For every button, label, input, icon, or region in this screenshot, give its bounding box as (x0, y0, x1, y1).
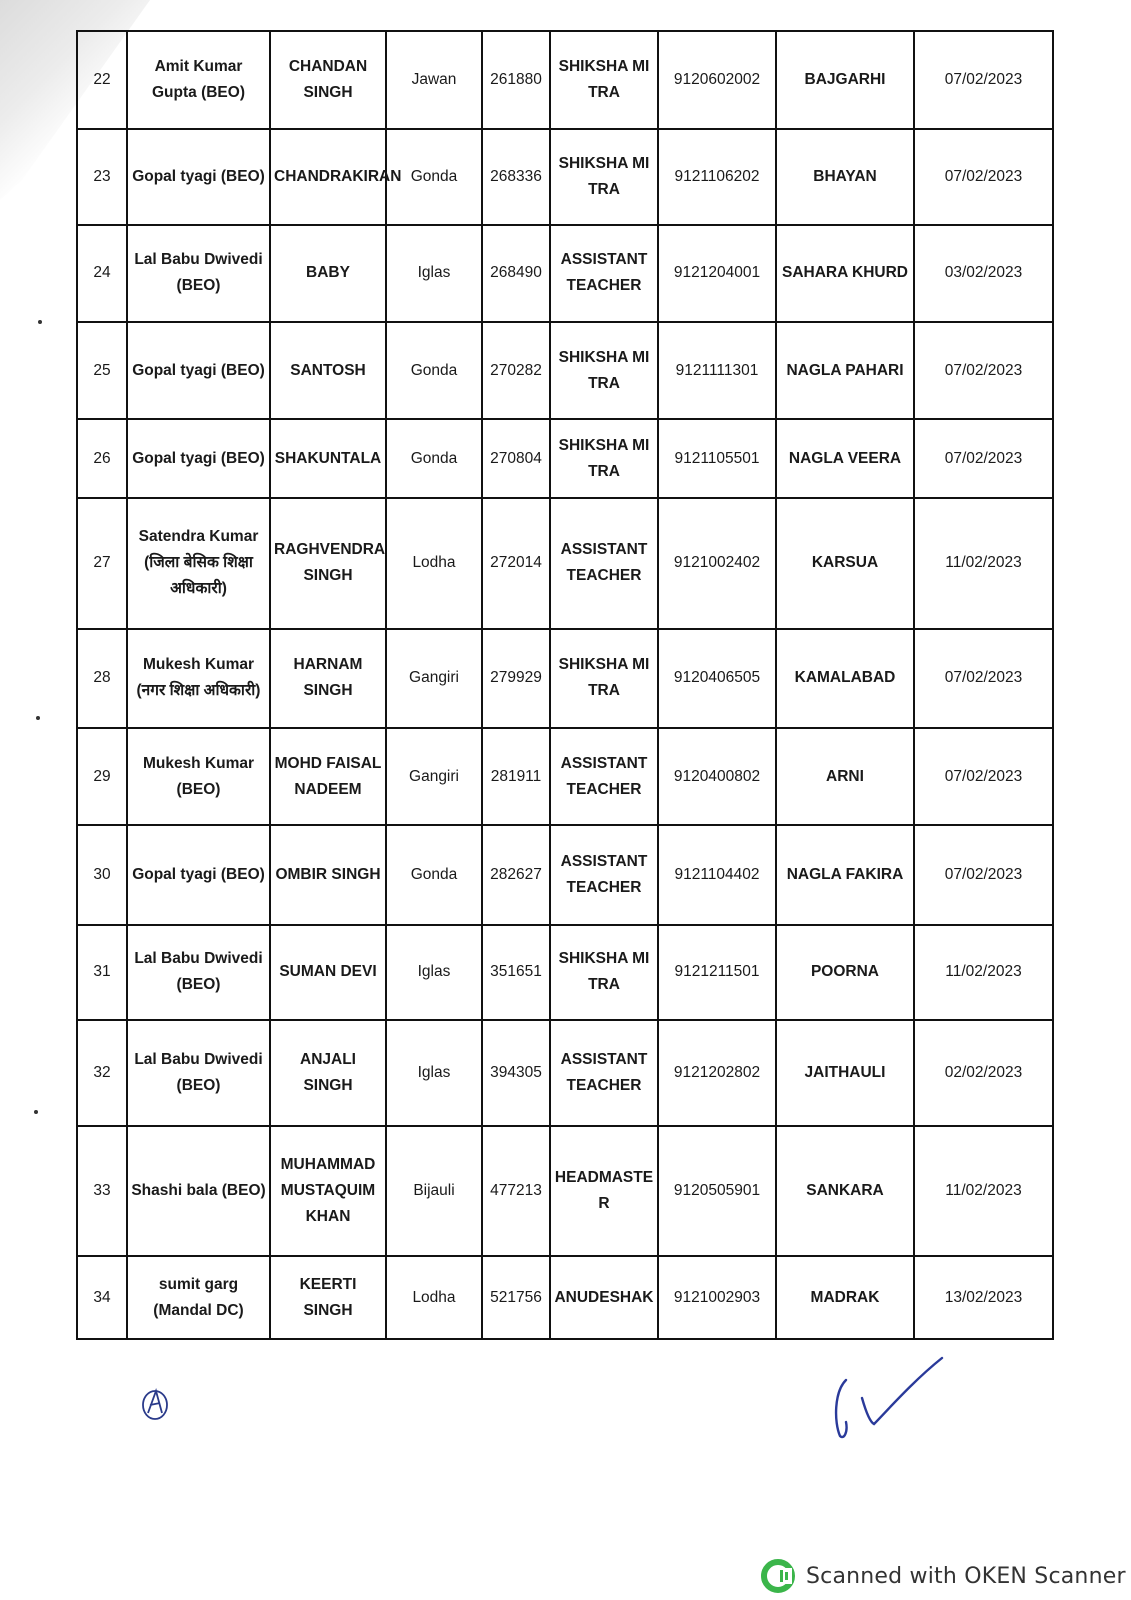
school-cell: KARSUA (776, 498, 914, 628)
block-cell: Gonda (386, 322, 482, 419)
officer-cell: Lal Babu Dwivedi (BEO) (127, 925, 270, 1020)
teacher-name-cell: SANTOSH (270, 322, 386, 419)
date-cell: 11/02/2023 (914, 925, 1053, 1020)
mobile-cell: 9120406505 (658, 629, 776, 728)
block-cell: Jawan (386, 31, 482, 129)
date-cell: 02/02/2023 (914, 1020, 1053, 1126)
officer-cell: Mukesh Kumar (BEO) (127, 728, 270, 825)
date-cell: 07/02/2023 (914, 322, 1053, 419)
scanner-text: Scanned with OKEN Scanner (806, 1563, 1126, 1589)
school-cell: NAGLA FAKIRA (776, 825, 914, 924)
officer-cell: sumit garg (Mandal DC) (127, 1256, 270, 1339)
table-row (77, 498, 1053, 628)
table-row (77, 129, 1053, 224)
block-cell: Gangiri (386, 728, 482, 825)
code-cell: 272014 (482, 498, 550, 628)
table-row (77, 1126, 1053, 1256)
table-row (77, 825, 1053, 924)
serial-number-cell: 28 (77, 629, 127, 728)
post-cell: ASSISTANT TEACHER (550, 498, 658, 628)
serial-number-cell: 26 (77, 419, 127, 498)
serial-number-cell: 29 (77, 728, 127, 825)
table-row (77, 925, 1053, 1020)
block-cell: Gonda (386, 129, 482, 224)
date-cell: 03/02/2023 (914, 225, 1053, 322)
school-cell: ARNI (776, 728, 914, 825)
serial-number-cell: 34 (77, 1256, 127, 1339)
teacher-name-cell: KEERTI SINGH (270, 1256, 386, 1339)
block-cell: Gangiri (386, 629, 482, 728)
teacher-name-cell: HARNAM SINGH (270, 629, 386, 728)
code-cell: 394305 (482, 1020, 550, 1126)
post-cell: SHIKSHA MITRA (550, 31, 658, 129)
date-cell: 13/02/2023 (914, 1256, 1053, 1339)
post-cell: SHIKSHA MITRA (550, 629, 658, 728)
post-cell: SHIKSHA MITRA (550, 322, 658, 419)
post-cell: HEADMASTER (550, 1126, 658, 1256)
post-cell: SHIKSHA MITRA (550, 925, 658, 1020)
table-row (77, 1020, 1053, 1126)
date-cell: 07/02/2023 (914, 825, 1053, 924)
officer-cell: Amit Kumar Gupta (BEO) (127, 31, 270, 129)
serial-number-cell: 25 (77, 322, 127, 419)
teacher-name-cell: SHAKUNTALA (270, 419, 386, 498)
mobile-cell: 9121104402 (658, 825, 776, 924)
teacher-name-cell: BABY (270, 225, 386, 322)
post-cell: ASSISTANT TEACHER (550, 825, 658, 924)
teacher-name-cell: RAGHVENDRA SINGH (270, 498, 386, 628)
records-table (76, 30, 1054, 1340)
teacher-name-cell: CHANDAN SINGH (270, 31, 386, 129)
code-cell: 521756 (482, 1256, 550, 1339)
block-cell: Iglas (386, 925, 482, 1020)
code-cell: 270282 (482, 322, 550, 419)
officer-cell: Lal Babu Dwivedi (BEO) (127, 1020, 270, 1126)
block-cell: Lodha (386, 498, 482, 628)
serial-number-cell: 31 (77, 925, 127, 1020)
post-cell: ASSISTANT TEACHER (550, 1020, 658, 1126)
scanner-watermark (760, 1556, 1126, 1596)
mobile-cell: 9121202802 (658, 1020, 776, 1126)
scan-speck (38, 320, 42, 324)
school-cell: KAMALABAD (776, 629, 914, 728)
teacher-name-cell: ANJALI SINGH (270, 1020, 386, 1126)
officer-cell: Gopal tyagi (BEO) (127, 419, 270, 498)
mobile-cell: 9121002402 (658, 498, 776, 628)
code-cell: 281911 (482, 728, 550, 825)
code-cell: 261880 (482, 31, 550, 129)
school-cell: BAJGARHI (776, 31, 914, 129)
table-row (77, 322, 1053, 419)
table-row (77, 225, 1053, 322)
mobile-cell: 9120602002 (658, 31, 776, 129)
school-cell: MADRAK (776, 1256, 914, 1339)
school-cell: POORNA (776, 925, 914, 1020)
post-cell: ASSISTANT TEACHER (550, 728, 658, 825)
teacher-name-cell: OMBIR SINGH (270, 825, 386, 924)
officer-cell: Satendra Kumar (जिला बेसिक शिक्षा अधिकारी) (127, 498, 270, 628)
table-row (77, 1256, 1053, 1339)
school-cell: BHAYAN (776, 129, 914, 224)
post-cell: SHIKSHA MITRA (550, 129, 658, 224)
code-cell: 279929 (482, 629, 550, 728)
block-cell: Iglas (386, 1020, 482, 1126)
mobile-cell: 9120505901 (658, 1126, 776, 1256)
officer-cell: Gopal tyagi (BEO) (127, 322, 270, 419)
mobile-cell: 9121105501 (658, 419, 776, 498)
post-cell: SHIKSHA MITRA (550, 419, 658, 498)
school-cell: SAHARA KHURD (776, 225, 914, 322)
mobile-cell: 9121111301 (658, 322, 776, 419)
mobile-cell: 9121204001 (658, 225, 776, 322)
officer-cell: Mukesh Kumar (नगर शिक्षा अधिकारी) (127, 629, 270, 728)
block-cell: Lodha (386, 1256, 482, 1339)
signature (832, 1352, 944, 1444)
table-row (77, 419, 1053, 498)
post-cell: ASSISTANT TEACHER (550, 225, 658, 322)
teacher-name-cell: SUMAN DEVI (270, 925, 386, 1020)
teacher-name-cell: MOHD FAISAL NADEEM (270, 728, 386, 825)
serial-number-cell: 27 (77, 498, 127, 628)
mobile-cell: 9121002903 (658, 1256, 776, 1339)
serial-number-cell: 30 (77, 825, 127, 924)
officer-cell: Gopal tyagi (BEO) (127, 129, 270, 224)
date-cell: 07/02/2023 (914, 31, 1053, 129)
post-cell: ANUDESHAK (550, 1256, 658, 1339)
date-cell: 07/02/2023 (914, 728, 1053, 825)
code-cell: 351651 (482, 925, 550, 1020)
teacher-name-cell: MUHAMMAD MUSTAQUIM KHAN (270, 1126, 386, 1256)
table-row (77, 31, 1053, 129)
oken-scanner-logo-icon (760, 1558, 796, 1594)
serial-number-cell: 33 (77, 1126, 127, 1256)
date-cell: 07/02/2023 (914, 419, 1053, 498)
school-cell: JAITHAULI (776, 1020, 914, 1126)
scan-speck (36, 716, 40, 720)
serial-number-cell: 32 (77, 1020, 127, 1126)
officer-cell: Lal Babu Dwivedi (BEO) (127, 225, 270, 322)
officer-cell: Shashi bala (BEO) (127, 1126, 270, 1256)
scan-speck (34, 1110, 38, 1114)
school-cell: NAGLA VEERA (776, 419, 914, 498)
block-cell: Bijauli (386, 1126, 482, 1256)
mobile-cell: 9121106202 (658, 129, 776, 224)
teacher-name-cell: CHANDRAKIRAN (270, 129, 386, 224)
date-cell: 11/02/2023 (914, 1126, 1053, 1256)
serial-number-cell: 22 (77, 31, 127, 129)
table-row (77, 728, 1053, 825)
table-row (77, 629, 1053, 728)
code-cell: 268490 (482, 225, 550, 322)
mobile-cell: 9121211501 (658, 925, 776, 1020)
date-cell: 11/02/2023 (914, 498, 1053, 628)
serial-number-cell: 24 (77, 225, 127, 322)
date-cell: 07/02/2023 (914, 629, 1053, 728)
date-cell: 07/02/2023 (914, 129, 1053, 224)
code-cell: 282627 (482, 825, 550, 924)
school-cell: SANKARA (776, 1126, 914, 1256)
officer-cell: Gopal tyagi (BEO) (127, 825, 270, 924)
initial-mark (138, 1383, 172, 1423)
code-cell: 268336 (482, 129, 550, 224)
block-cell: Iglas (386, 225, 482, 322)
school-cell: NAGLA PAHARI (776, 322, 914, 419)
block-cell: Gonda (386, 419, 482, 498)
serial-number-cell: 23 (77, 129, 127, 224)
table-body (77, 31, 1053, 1339)
mobile-cell: 9120400802 (658, 728, 776, 825)
block-cell: Gonda (386, 825, 482, 924)
code-cell: 270804 (482, 419, 550, 498)
code-cell: 477213 (482, 1126, 550, 1256)
